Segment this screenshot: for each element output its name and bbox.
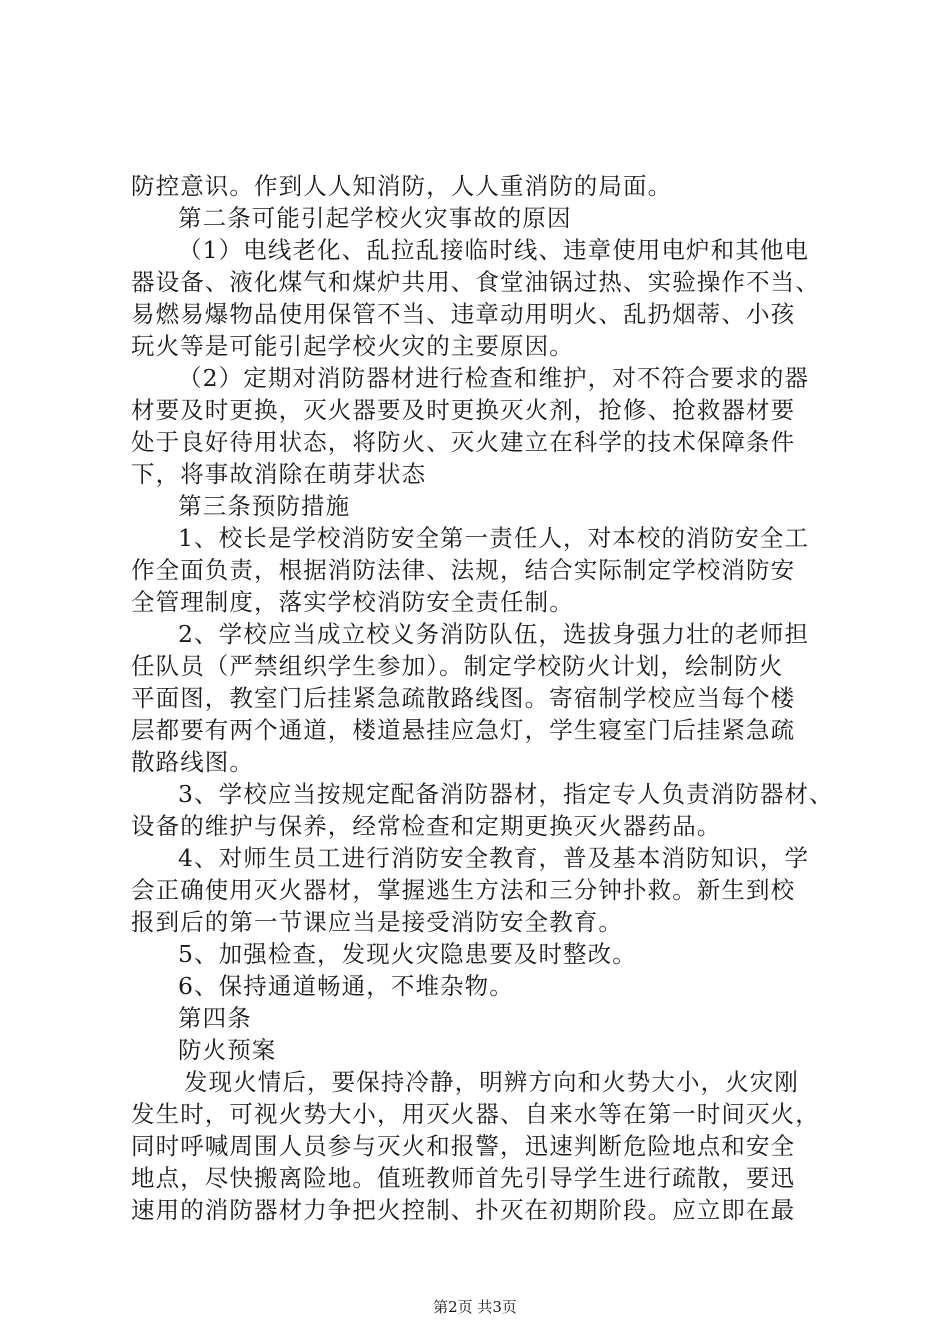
text-line: 易燃易爆物品使用保管不当、违章动用明火、乱扔烟蒂、小孩 — [131, 300, 796, 328]
text-line: 5、加强检查，发现火灾隐患要及时整改。 — [178, 940, 637, 968]
section-heading: 第三条预防措施 — [178, 492, 351, 520]
text-line: 4、对师生员工进行消防安全教育，普及基本消防知识，学 — [178, 844, 810, 872]
section-heading: 防火预案 — [178, 1036, 277, 1064]
text-line: 平面图，教室门后挂紧急疏散路线图。寄宿制学校应当每个楼 — [131, 684, 796, 712]
text-line: 防控意识。作到人人知消防，人人重消防的局面。 — [131, 172, 673, 200]
text-line: （2）定期对消防器材进行检查和维护，对不符合要求的器 — [178, 364, 810, 392]
section-heading: 第二条可能引起学校火灾事故的原因 — [178, 204, 572, 232]
text-line: 玩火等是可能引起学校火灾的主要原因。 — [131, 332, 574, 360]
text-line: 同时呼喊周围人员参与灭火和报警，迅速判断危险地点和安全 — [131, 1132, 796, 1160]
text-line: 速用的消防器材力争把火控制、扑灭在初期阶段。应立即在最 — [131, 1196, 796, 1224]
text-line: 发现火情后，要保持冷静，明辨方向和火势大小，火灾刚 — [184, 1068, 799, 1096]
text-line: 下，将事故消除在萌芽状态 — [131, 460, 427, 488]
text-line: 2、学校应当成立校义务消防队伍，选拔身强力壮的老师担 — [178, 620, 810, 648]
text-line: 6、保持通道畅通，不堆杂物。 — [178, 972, 514, 1000]
text-line: 3、学校应当按规定配备消防器材，指定专人负责消防器材、 — [178, 780, 834, 808]
text-line: 地点，尽快搬离险地。值班教师首先引导学生进行疏散，要迅 — [131, 1164, 796, 1192]
text-line: 处于良好待用状态，将防火、灭火建立在科学的技术保障条件 — [131, 428, 796, 456]
text-line: 器设备、液化煤气和煤炉共用、食堂油锅过热、实验操作不当、 — [131, 268, 820, 296]
section-heading: 第四条 — [178, 1004, 252, 1032]
text-line: 散路线图。 — [131, 748, 254, 776]
text-line: 全管理制度，落实学校消防安全责任制。 — [131, 588, 574, 616]
text-line: 发生时，可视火势大小，用灭火器、自来水等在第一时间灭火， — [131, 1100, 820, 1128]
text-line: 会正确使用灭火器材，掌握逃生方法和三分钟扑救。新生到校 — [131, 876, 796, 904]
text-line: 报到后的第一节课应当是接受消防安全教育。 — [131, 908, 623, 936]
text-line: 材要及时更换，灭火器要及时更换灭火剂，抢修、抢救器材要 — [131, 396, 796, 424]
text-line: 1、校长是学校消防安全第一责任人，对本校的消防安全工 — [178, 524, 810, 552]
page-number-footer: 第2页 共3页 — [433, 1298, 517, 1316]
text-line: 作全面负责，根据消防法律、法规，结合实际制定学校消防安 — [131, 556, 796, 584]
text-line: 设备的维护与保养，经常检查和定期更换灭火器药品。 — [131, 812, 722, 840]
text-line: 任队员（严禁组织学生参加）。制定学校防火计划，绘制防火 — [131, 652, 784, 680]
text-line: 层都要有两个通道，楼道悬挂应急灯，学生寝室门后挂紧急疏 — [131, 716, 796, 744]
text-line: （1）电线老化、乱拉乱接临时线、违章使用电炉和其他电 — [178, 236, 810, 264]
